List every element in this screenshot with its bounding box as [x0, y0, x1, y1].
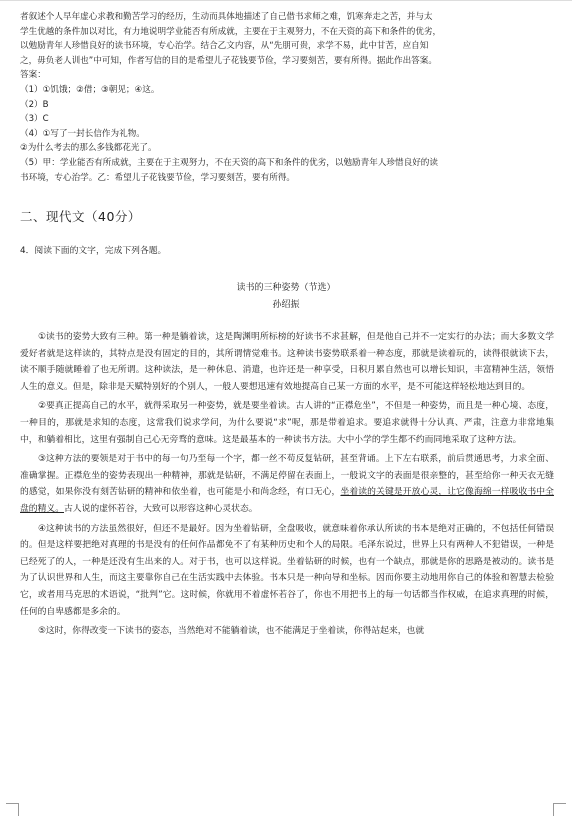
answer-4b: ②为什么考去的那么多钱都花光了。: [20, 143, 157, 154]
answer-5a: （5）甲：学业能否有所成就，主要在于主观努力，不在天资的高下和条件的优劣，以勉励青年人珍惜良好的读: [20, 157, 438, 168]
paragraph-2: ②要真正提高自己的水平，就得采取另一种姿势，就是要坐着读。古人讲的“正襟危坐”，不但是一种姿势，而且是一种心境、态度，一种目的，那就是求知的态度，这常我们说求学问，为什么要说“求”呢，那是带着追求。要追求就得十分认真、严肃，注意力非常地集中，和躺着相比，这里有强制自己心无旁骛的意味。这是最基本的一种读书方法。大中小学的学生都不约而同地采取了这种方法。: [20, 401, 554, 445]
answer-label: 答案：: [20, 70, 46, 81]
paragraph-3-start: ③这种方法的要领是对于书中的每一句乃至每一个字，都一丝不苟反复钻研，甚至背诵。上下左右联系，前后贯通思考，力求全面、准确掌握。正襟危坐的姿势表现出一种精神，那就是钻研，不满足停留在表面上，一般说文字的表面是很亲整的，甚至给你一种天衣无缝的感觉，如果你没有刻苦钻研的精神和依坐着，也可能是小和尚念经，有口无心，: [20, 454, 554, 498]
answer-explanation: [20, 10, 554, 185]
article-author: 孙绍振: [272, 300, 300, 310]
paragraph-4: ④这种读书的方法虽然很好，但还不是最好。因为坐着钻研，全盘吸收，就意味着你承认所读的书本是绝对正确的，不包括任何错误的。但是这样要把绝对真理的书是没有的任何作品都免不了有某种历史和个人的局限。毛泽东说过，世界上只有两种人不犯错误，一种是已经死了的人，一种是还没有生出来的人。对于书，也可以这样说。坐着钻研的时候，也有一个缺点，那就是你的思路是被动的。读书是为了认识世界和人生，而这主要靠你自己在生活实践中去体验。书本只是一种向导和坐标。因而你要主动地用你自己的体验和智慧去检验它，或者用马克思的术语说，“批判”它。这时候，你就用不着虚怀若谷了，你也不用把书上的每一句话都当作权威，在追求真理的时候，任何的自卑感都是多余的。: [20, 523, 554, 617]
answer-2: （2）B: [20, 99, 49, 110]
text-line: 者叙述个人早年虚心求教和勤苦学习的经历，生动而具体地描述了自己借书求师之难，饥寒奔走之苦，并与太: [20, 12, 433, 22]
section-title: 二、现代文（40分）: [20, 209, 141, 224]
answer-3: （3）C: [20, 114, 49, 125]
paragraph-3: [20, 451, 554, 517]
article-title: 读书的三种姿势（节选）: [236, 283, 336, 293]
paragraph-1: ①读书的姿势大致有三种。第一种是躺着读，这是陶渊明所标榜的好读书不求甚解，但是他自己并不一定实行的办法；而大多数文学爱好者就是这样读的，其特点是没有固定的目的，其所谓情觉难书。这种读书姿势联系着一种态度，那就是读着玩的，读得很就读下去，读不顺手随就睡着了也无所谓。这种读法，是一种休息、消遣，也许还是一种享受，日积月累自然也可以增长知识，丰富精神生活，领悟人生的意义。但是，除非是天赋特别好的个别人，一般人要想迅速有效地提高自己某一方面的水平，是不可能这样轻松地达到目的。: [20, 332, 554, 392]
paragraph-3-end: 古人说的虚怀若谷，大致可以形容这种心灵状态。: [64, 503, 258, 514]
page-top-edge: [0, 0, 572, 1]
text-line: 之，毋负老人训也”中可知，作者写信的目的是希望儿子花钱要节俭，学习要刻苦，要有所得。据此作出答案。: [20, 55, 437, 66]
text-line: 学生优越的条件加以对比，有力地说明学业能否有所成就，主要在于主观努力，不在天资的高下和条件的优劣，: [20, 26, 442, 37]
paragraph-5: ⑤这时，你得改变一下读书的姿态，当然绝对不能躺着读，也不能满足于坐着读，你得站起来，也就: [38, 626, 425, 637]
underlined-sentence: 坐着读的关键是开放心灵，让它像海绵一样吸收书中全盘的精义。: [20, 487, 554, 514]
page-corner-mark-right: [553, 803, 566, 816]
answer-4: （4）①写了一封长信作为礼物。: [20, 128, 145, 139]
page-corner-mark-left: [6, 803, 19, 816]
question-prompt: 4．阅读下面的文字，完成下列各题。: [20, 246, 167, 256]
answer-1: （1）①饥饿；②借；③朝见；④这。: [20, 84, 160, 95]
answer-5b: 书环境，专心治学。乙：希望儿子花钱要节俭，学习要刻苦，要有所得。: [20, 172, 296, 183]
article-body: [20, 329, 554, 643]
text-line: 以勉励青年人珍惜良好的读书环境，专心治学。结合乙文内容，从“先朋可贵，求学不易，此中甘苦，应自知: [20, 41, 429, 52]
